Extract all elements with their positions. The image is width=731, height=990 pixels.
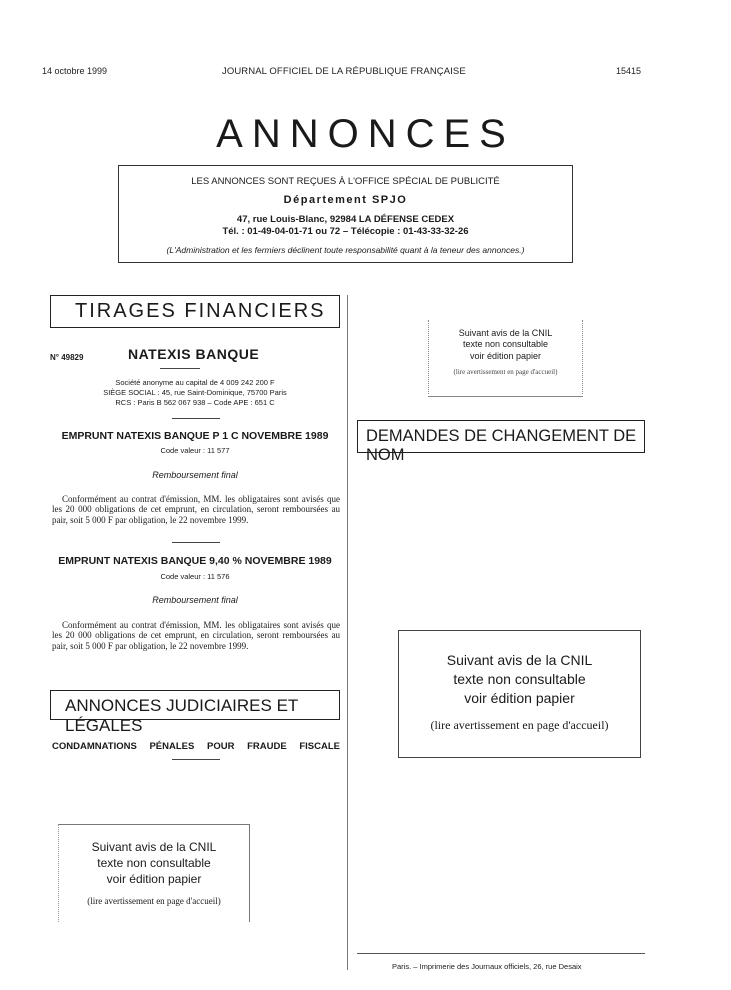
cnil-line-2: texte non consultable — [453, 670, 586, 687]
cnil-notice-top — [428, 320, 583, 394]
header-page-number: 15415 — [616, 66, 642, 76]
header-date: 14 octobre 1999 — [42, 66, 108, 76]
loan1-title: EMPRUNT NATEXIS BANQUE P 1 C NOVEMBRE 1989 — [61, 430, 329, 442]
cnil-line-3: voir édition papier — [469, 350, 542, 361]
issuer-rcs: RCS : Paris B 562 067 938 – Code APE : 651 C — [115, 398, 275, 408]
loan2-title: EMPRUNT NATEXIS BANQUE 9,40 % NOVEMBRE 1989 — [58, 555, 332, 567]
separator — [172, 542, 220, 543]
cnil-line-2: texte non consultable — [462, 339, 549, 350]
cnil-note: (lire avertissement en page d'accueil) — [430, 717, 609, 732]
issuer-siege: SIÈGE SOCIAL : 45, rue Saint-Dominique, 75700 Paris — [103, 388, 287, 398]
cnil-line-3: voir édition papier — [464, 689, 575, 706]
loan1-code: Code valeur : 11 577 — [160, 446, 230, 455]
loan2-text: Conformément au contrat d'émission, MM. les obligataires sont avisés que les 20 000 obligations de cet emprunt, en circulation, seront remboursées au pair, soit 5 000 F par obligation, le 22 novembre 1999. — [52, 620, 340, 651]
issuer-info — [50, 378, 340, 408]
section-tirages-financiers: TIRAGES FINANCIERS — [50, 295, 340, 328]
office-line-1: LES ANNONCES SONT REÇUES À L'OFFICE SPÉCIAL DE PUBLICITÉ — [191, 176, 500, 187]
separator — [172, 759, 220, 760]
loan2-label: Remboursement final — [152, 595, 238, 605]
cnil-note: (lire avertissement en page d'accueil) — [453, 367, 558, 376]
cnil-line-1: Suivant avis de la CNIL — [458, 328, 553, 338]
condamnations-heading: CONDAMNATIONS PÉNALES POUR FRAUDE FISCALE — [52, 741, 340, 752]
cnil-notice-middle — [398, 630, 641, 758]
cnil-line-1: Suivant avis de la CNIL — [91, 840, 217, 854]
separator — [160, 368, 200, 369]
cnil-line-2: texte non consultable — [97, 856, 211, 871]
issuer-capital: Société anonyme au capital de 4 009 242 200 F — [115, 378, 275, 387]
office-address: 47, rue Louis-Blanc, 92984 LA DÉFENSE CEDEX — [236, 213, 455, 225]
office-info-box — [118, 165, 573, 263]
header-journal-title: JOURNAL OFFICIEL DE LA RÉPUBLIQUE FRANÇAISE — [222, 66, 466, 77]
page-title: ANNONCES — [216, 112, 515, 156]
printer-footer: Paris. – Imprimerie des Journaux officiels, 26, rue Desaix — [392, 962, 582, 971]
loan2-code: Code valeur : 11 576 — [160, 572, 230, 581]
cnil-line-3: voir édition papier — [106, 872, 202, 887]
issuer-name: NATEXIS BANQUE — [128, 346, 260, 362]
separator — [172, 418, 220, 419]
loan1-text: Conformément au contrat d'émission, MM. les obligataires sont avisés que les 20 000 obligations de cet emprunt, en circulation, seront remboursées au pair, soit 5 000 F par obligation, le 22 novembre 1999. — [52, 494, 340, 525]
office-department: Département SPJO — [283, 193, 408, 206]
column-divider — [347, 295, 348, 970]
issuer-number: N° 49829 — [50, 353, 84, 362]
loan1-label: Remboursement final — [152, 470, 238, 480]
section-annonces-judiciaires: ANNONCES JUDICIAIRES ET LÉGALES — [50, 690, 340, 720]
cnil-notice-bottom — [58, 824, 250, 922]
office-phone: Tél. : 01-49-04-01-71 ou 72 – Télécopie : 01-43-33-32-26 — [222, 226, 469, 238]
cnil-line-1: Suivant avis de la CNIL — [446, 652, 593, 668]
section-demandes-changement-nom: DEMANDES DE CHANGEMENT DE NOM — [357, 420, 645, 453]
office-disclaimer: (L'Administration et les fermiers déclinent toute responsabilité quant à la teneur des annonces.) — [166, 245, 525, 256]
footer-rule — [357, 953, 645, 954]
separator — [428, 396, 583, 397]
cnil-note: (lire avertissement en page d'accueil) — [87, 895, 221, 906]
